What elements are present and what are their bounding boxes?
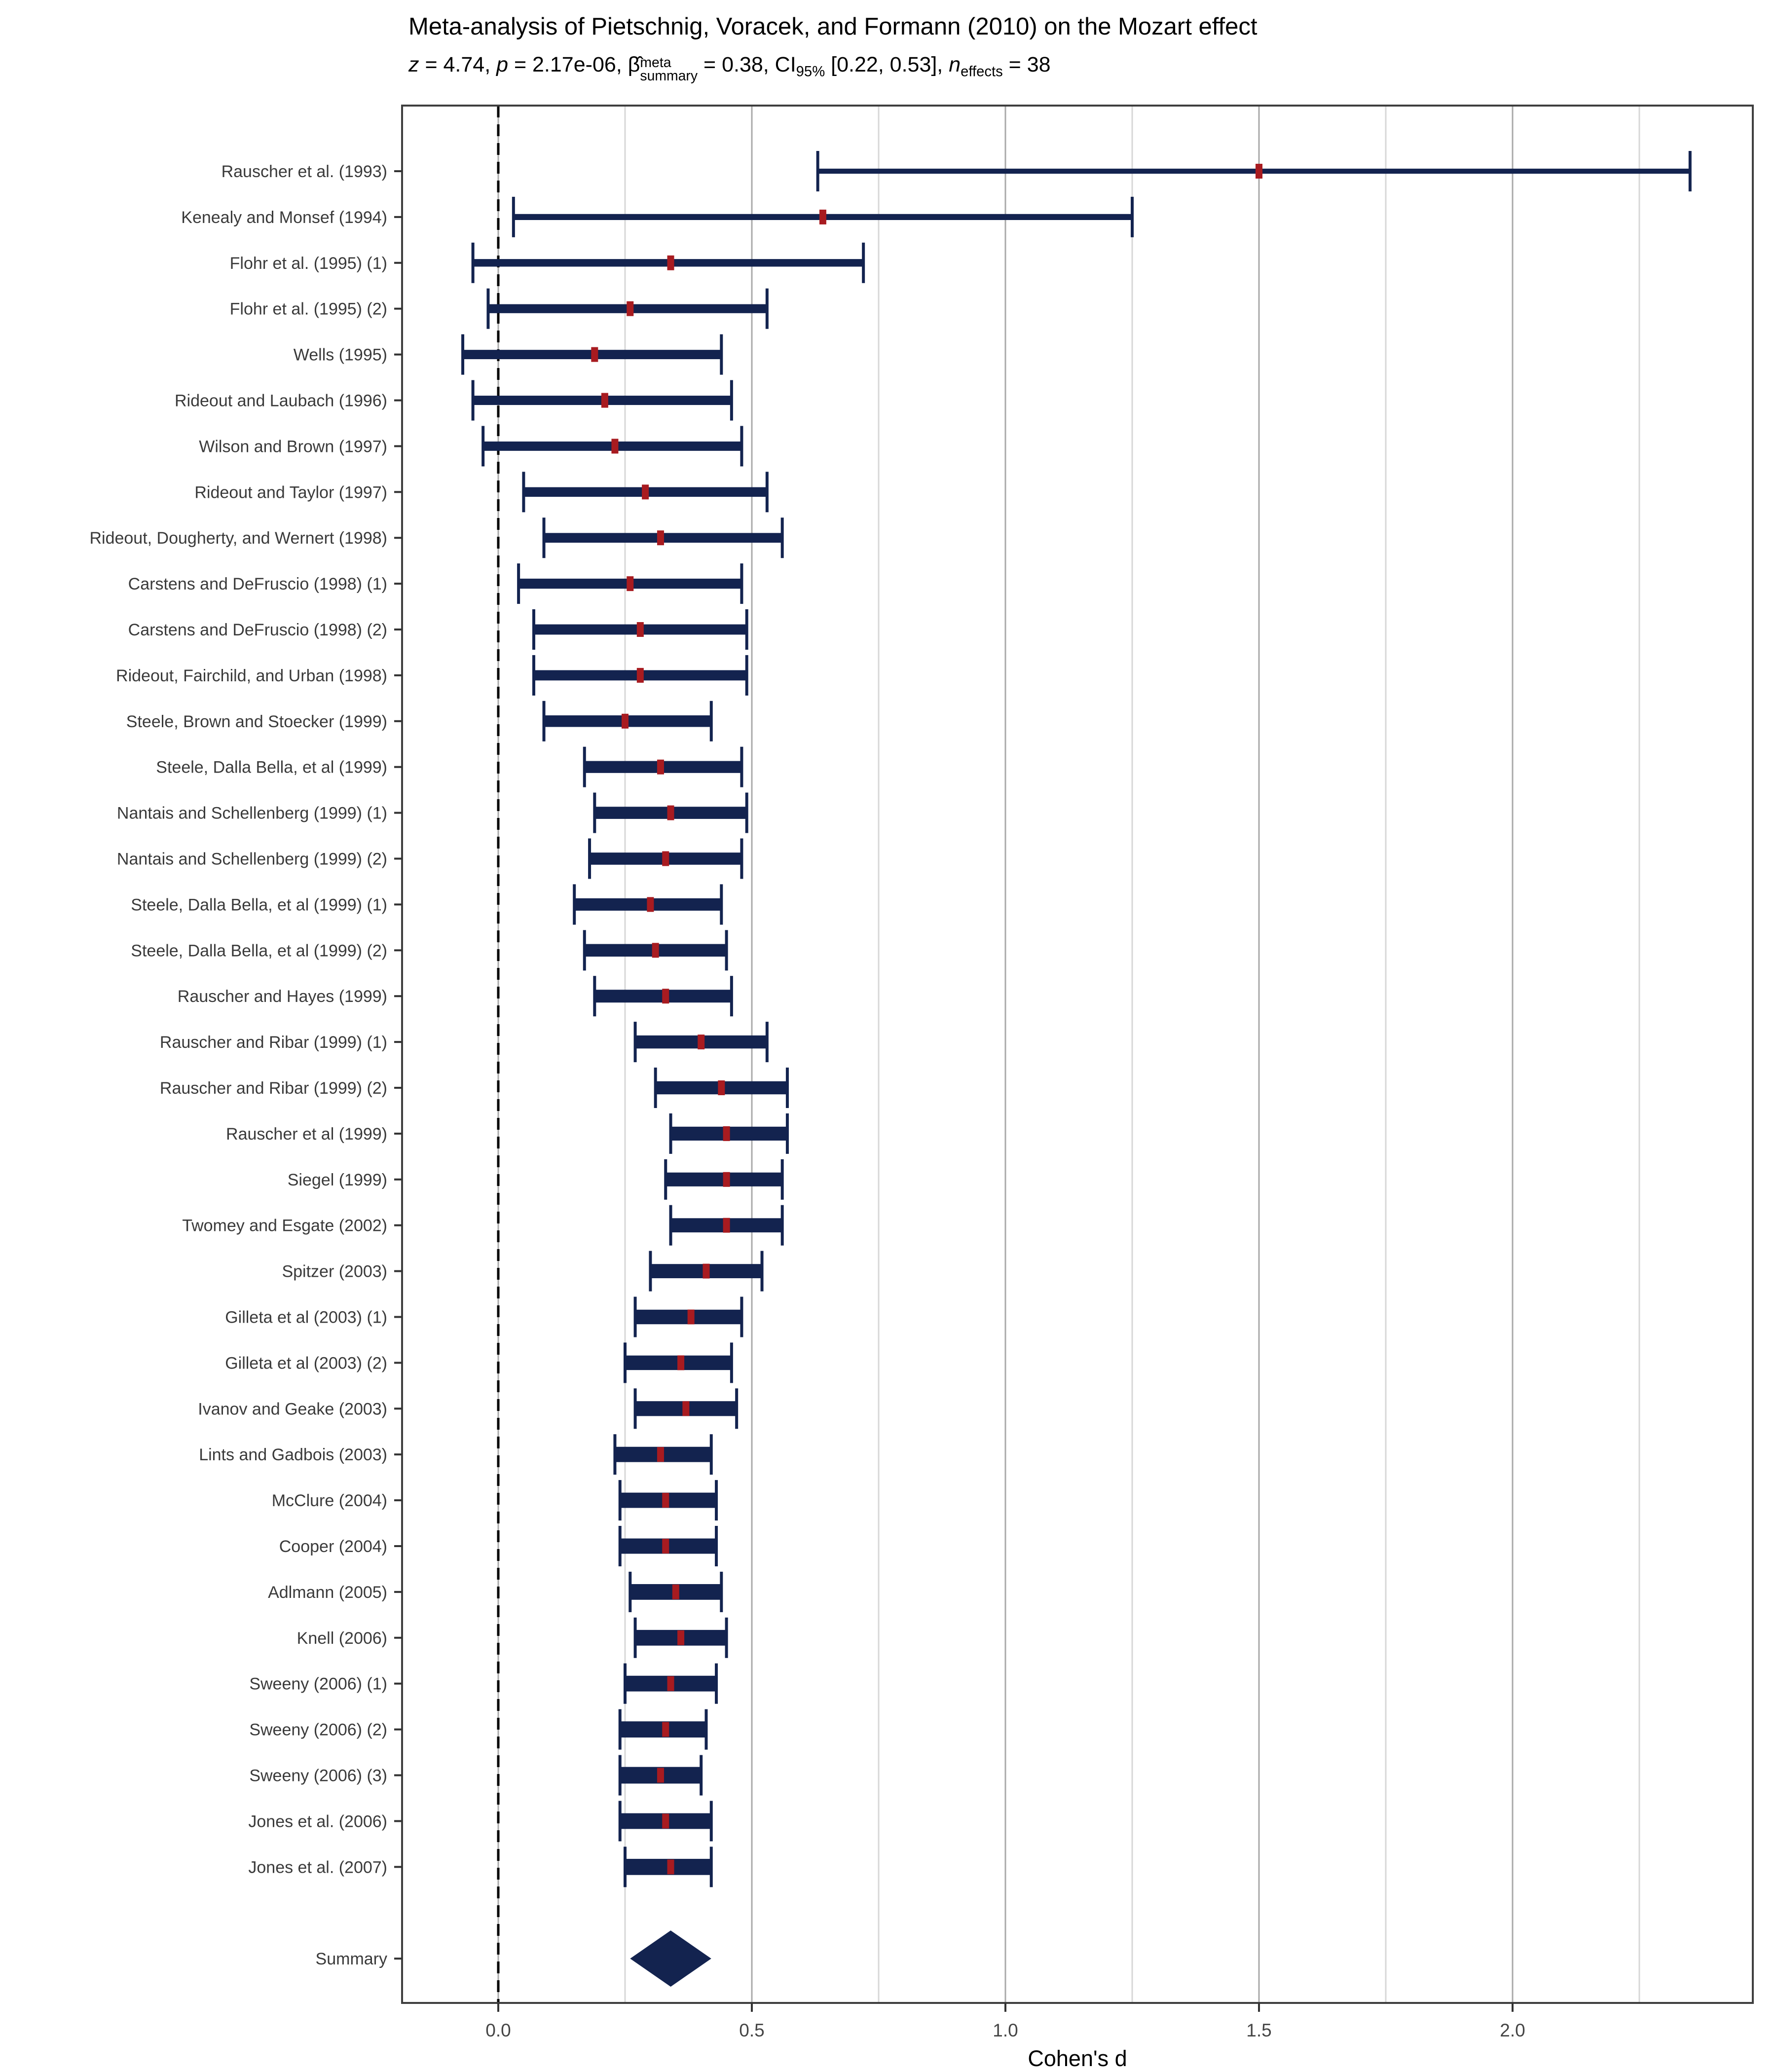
study-label: Ivanov and Geake (2003) <box>198 1400 387 1419</box>
study-row <box>669 1113 789 1154</box>
subtitle-beta-value: = 0.38, CI <box>698 53 796 76</box>
x-axis-title: Cohen's d <box>1028 2046 1127 2071</box>
point-estimate <box>662 1722 669 1737</box>
study-label: Carstens and DeFruscio (1998) (1) <box>128 575 387 594</box>
study-label: Summary <box>315 1950 387 1969</box>
point-estimate <box>667 1859 674 1874</box>
subtitle-beta-sup: meta <box>640 54 671 71</box>
subtitle-beta-hat: β̂ <box>628 53 640 76</box>
study-label: Adlmann (2005) <box>268 1583 387 1602</box>
subtitle-p-var: p <box>496 53 509 76</box>
study-label: Flohr et al. (1995) (2) <box>229 299 387 319</box>
point-estimate <box>698 1035 704 1049</box>
point-estimate <box>611 439 618 453</box>
x-tick-label: 0.5 <box>739 2020 765 2040</box>
study-label: Flohr et al. (1995) (1) <box>229 254 387 273</box>
point-estimate <box>662 989 669 1003</box>
study-label: Rauscher and Ribar (1999) (2) <box>159 1079 387 1098</box>
point-estimate <box>601 393 608 408</box>
study-row <box>619 1755 703 1796</box>
point-estimate <box>657 1768 664 1783</box>
study-label: Rideout, Fairchild, and Urban (1998) <box>116 666 387 685</box>
study-label: Steele, Brown and Stoecker (1999) <box>126 712 387 731</box>
study-label: Jones et al. (2007) <box>248 1858 387 1877</box>
point-estimate <box>723 1172 730 1187</box>
study-label: Knell (2006) <box>296 1628 387 1648</box>
point-estimate <box>657 760 664 775</box>
study-row <box>481 426 743 466</box>
ci-bar <box>818 169 1690 174</box>
study-row <box>669 1205 784 1246</box>
subtitle-n-sub: effects <box>961 64 1003 80</box>
study-label: Rauscher and Ribar (1999) (1) <box>159 1033 387 1052</box>
study-row <box>624 1847 713 1887</box>
study-label: Sweeny (2006) (1) <box>249 1674 387 1694</box>
point-estimate <box>652 943 659 958</box>
point-estimate <box>703 1264 709 1279</box>
point-estimate <box>627 576 633 591</box>
study-label: Spitzer (2003) <box>282 1262 387 1281</box>
study-row <box>619 1801 713 1841</box>
study-row <box>619 1526 718 1566</box>
point-estimate <box>662 1539 669 1554</box>
x-axis <box>485 2003 1525 2071</box>
panel-border <box>402 106 1753 2003</box>
point-estimate <box>688 1310 695 1325</box>
study-label: Kenealy and Monsef (1994) <box>181 208 387 227</box>
study-row <box>573 884 723 925</box>
study-row <box>593 976 733 1016</box>
study-label: Steele, Dalla Bella, et al (1999) <box>156 758 387 777</box>
study-label: Rideout and Taylor (1997) <box>194 483 387 502</box>
study-row <box>543 518 784 558</box>
study-row <box>532 655 748 696</box>
study-row <box>486 289 768 329</box>
study-row <box>543 701 713 741</box>
point-estimate <box>662 1813 669 1828</box>
study-row <box>634 1388 739 1429</box>
study-label: McClure (2004) <box>271 1491 387 1511</box>
study-label: Nantais and Schellenberg (1999) (2) <box>116 850 387 869</box>
study-label: Nantais and Schellenberg (1999) (1) <box>116 804 387 823</box>
study-label: Steele, Dalla Bella, et al (1999) (1) <box>131 895 387 915</box>
study-label: Carstens and DeFruscio (1998) (2) <box>128 621 387 639</box>
point-estimate <box>667 256 674 270</box>
point-estimate <box>662 1493 669 1508</box>
point-estimate <box>1256 164 1262 179</box>
subtitle-ci-value: [0.22, 0.53], <box>825 53 949 76</box>
study-label: Steele, Dalla Bella, et al (1999) (2) <box>131 941 387 961</box>
study-row <box>664 1159 783 1200</box>
x-tick-label: 0.0 <box>485 2020 511 2040</box>
study-label: Gilleta et al (2003) (2) <box>225 1354 387 1373</box>
point-estimate <box>667 806 674 820</box>
point-estimate <box>672 1585 679 1599</box>
study-row <box>816 151 1692 191</box>
point-estimate <box>627 301 633 316</box>
study-row <box>522 472 768 512</box>
study-row <box>629 1572 723 1612</box>
study-row <box>619 1709 708 1750</box>
y-axis <box>89 162 402 1968</box>
point-estimate <box>667 1676 674 1691</box>
subtitle-beta-sub: summary <box>640 68 698 84</box>
chart-title: Meta-analysis of Pietschnig, Voracek, and Formann (2010) on the Mozart effect <box>408 13 1258 40</box>
point-estimate <box>637 668 644 683</box>
point-estimate <box>723 1126 730 1141</box>
study-label: Jones et al. (2006) <box>248 1812 387 1831</box>
gridlines <box>498 106 1639 2003</box>
point-estimate <box>642 484 649 499</box>
study-row <box>634 1297 743 1337</box>
point-estimate <box>723 1218 730 1233</box>
study-label: Twomey and Esgate (2002) <box>182 1216 387 1235</box>
study-row <box>634 1618 728 1658</box>
study-label: Siegel (1999) <box>287 1170 387 1189</box>
study-row <box>583 747 743 787</box>
x-tick-label: 2.0 <box>1500 2020 1525 2040</box>
study-label: Cooper (2004) <box>279 1537 387 1556</box>
study-row <box>593 793 748 833</box>
study-label: Rauscher and Hayes (1999) <box>177 987 387 1006</box>
study-row <box>532 609 748 650</box>
point-estimate <box>718 1080 725 1095</box>
x-tick-label: 1.5 <box>1246 2020 1272 2040</box>
study-label: Sweeny (2006) (3) <box>249 1766 387 1785</box>
study-row <box>461 334 723 375</box>
study-label: Rideout, Dougherty, and Wernert (1998) <box>89 529 387 548</box>
subtitle-z-var: z <box>408 53 419 76</box>
point-estimate <box>647 897 654 912</box>
study-row <box>624 1664 718 1704</box>
point-estimate <box>682 1401 689 1416</box>
study-row <box>588 839 743 879</box>
study-rows <box>461 151 1692 1887</box>
point-estimate <box>622 714 629 729</box>
study-label: Lints and Gadbois (2003) <box>199 1445 387 1465</box>
study-row <box>472 243 865 283</box>
point-estimate <box>591 347 598 362</box>
study-label: Sweeny (2006) (2) <box>249 1720 387 1739</box>
study-row <box>517 563 743 604</box>
point-estimate <box>662 851 669 866</box>
study-label: Wilson and Brown (1997) <box>199 437 387 456</box>
study-row <box>472 380 733 421</box>
study-label: Rauscher et al (1999) <box>226 1124 387 1144</box>
x-tick-label: 1.0 <box>993 2020 1018 2040</box>
study-row <box>613 1434 712 1475</box>
subtitle-ci-sub: 95% <box>796 64 825 80</box>
subtitle-n-var: n <box>949 53 961 76</box>
study-row <box>654 1068 789 1108</box>
subtitle-n-value: = 38 <box>1002 53 1051 76</box>
point-estimate <box>677 1630 684 1645</box>
study-label: Gilleta et al (2003) (1) <box>225 1308 387 1327</box>
study-row <box>634 1022 769 1062</box>
study-row <box>624 1342 733 1383</box>
study-row <box>619 1480 718 1520</box>
study-label: Rauscher et al. (1993) <box>221 162 387 181</box>
subtitle-z-value: = 4.74, <box>419 53 497 76</box>
point-estimate <box>677 1355 684 1370</box>
study-label: Rideout and Laubach (1996) <box>175 391 387 410</box>
summary-diamond <box>630 1930 711 1987</box>
point-estimate <box>637 622 644 637</box>
point-estimate <box>657 530 664 545</box>
study-row <box>583 930 728 970</box>
study-row <box>649 1251 763 1292</box>
point-estimate <box>657 1447 664 1462</box>
subtitle-p-value: = 2.17e-06, <box>508 53 628 76</box>
point-estimate <box>819 210 826 224</box>
study-row <box>512 197 1134 237</box>
study-label: Wells (1995) <box>293 345 387 365</box>
